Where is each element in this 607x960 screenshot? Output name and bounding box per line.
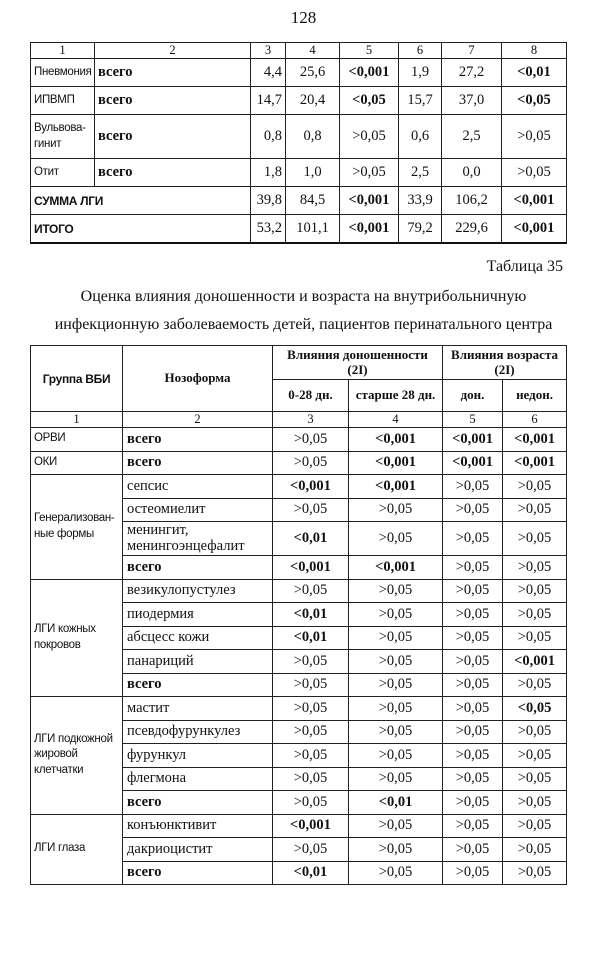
cell: <0,01 (273, 626, 349, 650)
cell: >0,05 (443, 838, 503, 862)
cell: 2,5 (399, 159, 442, 187)
cell: >0,05 (443, 744, 503, 768)
cell: >0,05 (349, 498, 443, 522)
table-row (31, 428, 567, 452)
cell: <0,01 (273, 603, 349, 627)
row-group: ЛГИ кожных покровов (31, 579, 123, 697)
cell: >0,05 (273, 697, 349, 721)
cell: >0,05 (349, 861, 443, 885)
cell: >0,05 (503, 791, 567, 815)
cell: >0,05 (503, 861, 567, 885)
row-group: СУММА ЛГИ (31, 187, 251, 215)
row-form: всего (95, 159, 251, 187)
row-form: пиодермия (123, 603, 273, 627)
cell: >0,05 (502, 115, 567, 159)
col-header: 3 (251, 43, 286, 59)
cell: 0,8 (286, 115, 340, 159)
col-number: 5 (443, 412, 503, 428)
cell: >0,05 (273, 498, 349, 522)
cell: <0,001 (340, 59, 399, 87)
row-form: сепсис (123, 475, 273, 499)
row-form: конъюнктивит (123, 814, 273, 838)
cell: <0,001 (349, 475, 443, 499)
cell: >0,05 (443, 475, 503, 499)
cell: 0,8 (251, 115, 286, 159)
col-header: 2 (95, 43, 251, 59)
cell: <0,001 (503, 650, 567, 674)
table-row (31, 579, 567, 603)
cell: >0,05 (443, 720, 503, 744)
cell: <0,001 (340, 215, 399, 244)
cell: <0,001 (349, 451, 443, 475)
row-group: Генерализован-ные формы (31, 475, 123, 580)
cell: >0,05 (340, 159, 399, 187)
cell: <0,01 (273, 522, 349, 556)
cell: >0,05 (443, 791, 503, 815)
cell: 15,7 (399, 87, 442, 115)
cell: <0,001 (349, 556, 443, 580)
cell: 229,6 (442, 215, 502, 244)
cell: >0,05 (349, 603, 443, 627)
table-row (31, 814, 567, 838)
cell: >0,05 (273, 720, 349, 744)
row-form: всего (123, 861, 273, 885)
cell: >0,05 (503, 626, 567, 650)
row-form: мастит (123, 697, 273, 721)
cell: >0,05 (443, 697, 503, 721)
table-35 (30, 345, 567, 885)
cell: <0,001 (273, 556, 349, 580)
header-col5: дон. (443, 380, 503, 412)
cell: <0,001 (273, 814, 349, 838)
table-title-line-2: инфекционную заболеваемость детей, пациентов перинатального центра (54, 316, 553, 333)
cell: 27,2 (442, 59, 502, 87)
row-group: ЛГИ глаза (31, 814, 123, 885)
row-form: всего (95, 87, 251, 115)
cell: >0,05 (273, 428, 349, 452)
table-title-line-1: Оценка влияния доношенности и возраста на внутрибольничную (80, 288, 527, 305)
cell: >0,05 (349, 838, 443, 862)
cell: <0,001 (502, 215, 567, 244)
row-form: везикулопустулез (123, 579, 273, 603)
table-row-total (31, 215, 567, 244)
cell: 33,9 (399, 187, 442, 215)
row-group: ОКИ (31, 451, 123, 475)
row-form: остеомиелит (123, 498, 273, 522)
cell: <0,001 (502, 187, 567, 215)
cell: <0,001 (443, 428, 503, 452)
cell: >0,05 (443, 498, 503, 522)
row-form: менингит, менингоэнцефалит (123, 522, 273, 556)
cell: 106,2 (442, 187, 502, 215)
cell: >0,05 (273, 767, 349, 791)
table-row-sum (31, 187, 567, 215)
cell: >0,05 (503, 720, 567, 744)
cell: >0,05 (443, 814, 503, 838)
cell: >0,05 (349, 767, 443, 791)
cell: >0,05 (503, 744, 567, 768)
cell: >0,05 (443, 767, 503, 791)
col-number: 2 (123, 412, 273, 428)
cell: 1,8 (251, 159, 286, 187)
cell: >0,05 (349, 697, 443, 721)
table-row (31, 115, 567, 159)
row-form: всего (123, 791, 273, 815)
cell: >0,05 (443, 861, 503, 885)
cell: >0,05 (349, 720, 443, 744)
cell: >0,05 (443, 522, 503, 556)
cell: >0,05 (349, 626, 443, 650)
cell: 2,5 (442, 115, 502, 159)
cell: 1,0 (286, 159, 340, 187)
cell: 1,9 (399, 59, 442, 87)
cell: >0,05 (503, 767, 567, 791)
cell: <0,05 (502, 87, 567, 115)
table-row (31, 697, 567, 721)
table-header-row (31, 346, 567, 380)
cell: >0,05 (503, 522, 567, 556)
col-header: 7 (442, 43, 502, 59)
cell: >0,05 (502, 159, 567, 187)
cell: >0,05 (349, 744, 443, 768)
cell: >0,05 (503, 556, 567, 580)
col-header: 5 (340, 43, 399, 59)
cell: 20,4 (286, 87, 340, 115)
col-number: 6 (503, 412, 567, 428)
cell: 101,1 (286, 215, 340, 244)
row-form: фурункул (123, 744, 273, 768)
cell: >0,05 (349, 522, 443, 556)
table-row (31, 59, 567, 87)
row-form: псевдофурункулез (123, 720, 273, 744)
cell: >0,05 (349, 814, 443, 838)
cell: <0,01 (349, 791, 443, 815)
col-header: 1 (31, 43, 95, 59)
page-number: 128 (290, 8, 317, 27)
cell: >0,05 (503, 579, 567, 603)
header-col3: 0-28 дн. (273, 380, 349, 412)
cell: 53,2 (251, 215, 286, 244)
cell: 84,5 (286, 187, 340, 215)
row-form: флегмона (123, 767, 273, 791)
row-form: абсцесс кожи (123, 626, 273, 650)
cell: >0,05 (503, 475, 567, 499)
cell: <0,01 (502, 59, 567, 87)
header-col6: недон. (503, 380, 567, 412)
cell: 14,7 (251, 87, 286, 115)
table-row (31, 451, 567, 475)
cell: >0,05 (273, 579, 349, 603)
col-header: 6 (399, 43, 442, 59)
header-form: Нозоформа (123, 346, 273, 412)
row-form: всего (95, 59, 251, 87)
row-group: ОРВИ (31, 428, 123, 452)
cell: >0,05 (273, 673, 349, 697)
row-form: панариций (123, 650, 273, 674)
table-header-row (31, 43, 567, 59)
cell: <0,001 (443, 451, 503, 475)
row-form: всего (123, 451, 273, 475)
row-group: Отит (31, 159, 95, 187)
cell: >0,05 (443, 673, 503, 697)
cell: >0,05 (503, 838, 567, 862)
table-label: Таблица 35 (486, 258, 563, 275)
cell: >0,05 (340, 115, 399, 159)
cell: 39,8 (251, 187, 286, 215)
cell: >0,05 (443, 626, 503, 650)
cell: <0,001 (349, 428, 443, 452)
cell: >0,05 (503, 673, 567, 697)
row-group: Вульвова-гинит (31, 115, 95, 159)
row-form: всего (95, 115, 251, 159)
cell: <0,01 (273, 861, 349, 885)
row-form: всего (123, 556, 273, 580)
cell: <0,001 (273, 475, 349, 499)
cell: <0,05 (503, 697, 567, 721)
col-number: 3 (273, 412, 349, 428)
cell: >0,05 (273, 451, 349, 475)
column-number-row (31, 412, 567, 428)
header-col4: старше 28 дн. (349, 380, 443, 412)
cell: <0,001 (503, 428, 567, 452)
table-row (31, 87, 567, 115)
row-form: дакриоцистит (123, 838, 273, 862)
cell: 25,6 (286, 59, 340, 87)
row-group: ИПВМП (31, 87, 95, 115)
header-term-influence: Влияния доношенности (2I) (273, 346, 443, 380)
header-age-influence: Влияния возраста (2I) (443, 346, 567, 380)
col-header: 8 (502, 43, 567, 59)
col-header: 4 (286, 43, 340, 59)
cell: 79,2 (399, 215, 442, 244)
cell: >0,05 (273, 744, 349, 768)
col-number: 4 (349, 412, 443, 428)
cell: >0,05 (503, 603, 567, 627)
header-group: Группа ВБИ (31, 346, 123, 412)
cell: >0,05 (273, 650, 349, 674)
cell: >0,05 (443, 579, 503, 603)
cell: >0,05 (503, 498, 567, 522)
table-row (31, 475, 567, 499)
cell: >0,05 (273, 838, 349, 862)
cell: >0,05 (349, 673, 443, 697)
cell: <0,001 (340, 187, 399, 215)
cell: >0,05 (443, 650, 503, 674)
cell: <0,05 (340, 87, 399, 115)
cell: >0,05 (503, 814, 567, 838)
cell: >0,05 (349, 579, 443, 603)
row-form: всего (123, 673, 273, 697)
cell: 4,4 (251, 59, 286, 87)
cell: >0,05 (443, 556, 503, 580)
cell: >0,05 (443, 603, 503, 627)
cell: 0,6 (399, 115, 442, 159)
table-row (31, 159, 567, 187)
cell: <0,001 (503, 451, 567, 475)
col-number: 1 (31, 412, 123, 428)
cell: >0,05 (273, 791, 349, 815)
row-form: всего (123, 428, 273, 452)
row-group: Пневмония (31, 59, 95, 87)
row-group: ЛГИ подкожной жировой клетчатки (31, 697, 123, 815)
table-continuation (30, 42, 567, 244)
row-group: ИТОГО (31, 215, 251, 244)
cell: >0,05 (349, 650, 443, 674)
cell: 37,0 (442, 87, 502, 115)
cell: 0,0 (442, 159, 502, 187)
